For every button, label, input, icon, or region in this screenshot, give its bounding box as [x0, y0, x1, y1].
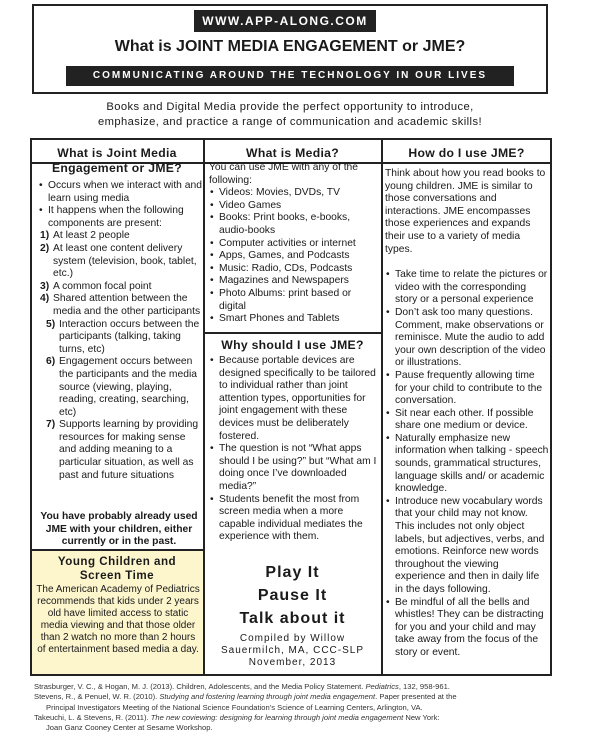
ref-text: Strasburger, V. C., & Hogan, M. J. (2013). Children, Adolescents, and the Media Policy Statement.: [34, 682, 366, 691]
intro-line-2: emphasize, and practice a range of communication and academic skills!: [98, 116, 482, 128]
ref-text: . Paper presented at the: [375, 692, 457, 702]
col2-body: [209, 162, 379, 326]
component-item: [40, 230, 202, 243]
component-item: [40, 281, 202, 294]
ref-italic: Studying and fostering learning through joint media engagement: [159, 692, 376, 702]
compiled-line-3: November, 2013: [248, 657, 337, 668]
how-item: • Pause frequently allowing time for your child to contribute to the conversation.: [395, 370, 549, 408]
col3-heading: How do I use JME?: [408, 146, 525, 160]
component-item: [40, 243, 202, 281]
col1-heading: [34, 146, 200, 176]
item-text: Supports learning by providing resources for making sense and adding meaning to a particular situation, as well as past and future situations: [59, 419, 199, 481]
component-item: [46, 356, 202, 419]
item-number: 1): [40, 230, 50, 242]
col2-lead: You can use JME with any of the following:: [209, 162, 359, 186]
why-item: • Because portable devices are designed specifically to be tailored to individual rather than joint attention types, opportunities for joint engagement with these devices must be deliberately fostered.: [219, 355, 380, 443]
how-list: [385, 269, 549, 659]
component-item: [46, 319, 202, 357]
reference-3: [34, 713, 554, 723]
item-text: A common focal point: [53, 280, 152, 292]
website-url: WWW.APP-ALONG.COM: [194, 10, 376, 32]
component-item: [46, 419, 202, 482]
media-item: • Videos: Movies, DVDs, TV: [219, 187, 379, 200]
component-item: [40, 293, 202, 318]
subtitle-banner: COMMUNICATING AROUND THE TECHNOLOGY IN OUR LIVES: [66, 66, 514, 86]
ref-text: Takeuchi, L. & Stevens, R. (2011).: [34, 712, 151, 722]
item-number: 7): [46, 419, 56, 431]
jme-components-list: [40, 230, 202, 482]
col2-heading: What is Media?: [246, 146, 339, 160]
young-children-heading: [34, 555, 200, 583]
reference-2-cont: Principal Investigators Meeting of the National Science Foundation’s Science of Learning Centers, Arlington, VA.: [46, 702, 423, 712]
media-item: • Books: Print books, e-books, audio-books: [219, 212, 379, 237]
page-title: What is JOINT MEDIA ENGAGEMENT or JME?: [114, 38, 466, 55]
intro-text: [40, 100, 540, 130]
media-item: • Video Games: [219, 200, 379, 213]
item-number: 5): [46, 318, 56, 330]
intro-line-1: Books and Digital Media provide the perfect opportunity to introduce,: [106, 101, 474, 113]
ref-text: , 132, 958-961.: [398, 682, 450, 691]
young-heading-line-1: Young Children and: [57, 555, 177, 568]
item-text: Engagement occurs between the participants and the media source (viewing, playing, reading, creating, searching, etc): [59, 356, 197, 418]
ref-text: Stevens, R., & Penuel, W. R. (2010).: [34, 692, 160, 702]
col1-bullet: • Occurs when we interact with and learn using media: [48, 180, 202, 205]
media-item: • Music: Radio, CDs, Podcasts: [219, 263, 379, 276]
talk-line: Talk about it: [239, 610, 346, 627]
reference-3-cont: Joan Ganz Cooney Center at Sesame Workshop.: [46, 723, 213, 733]
col1-bullets: [38, 180, 202, 230]
how-item: • Introduce new vocabulary words that your child may not know. This includes not only object labels, but adjectives, verbs, and emotions. Reinforce new words throughout the viewing experience and then in daily life in the days following.: [395, 496, 549, 597]
how-item: • Don’t ask too many questions. Comment, make observations or reminisce. Mute the audio to add your own description of the video or illustrations.: [395, 307, 549, 370]
item-number: 2): [40, 242, 50, 254]
col1-heading-line-2: Engagement or JME?: [51, 161, 182, 175]
col3-body: [385, 168, 549, 660]
pause-line: Pause It: [257, 587, 328, 604]
item-text: At least one content delivery system (television, book, tablet, etc.): [53, 242, 197, 280]
already-used-note: You have probably already used JME with your children, either currently or in the past.: [40, 511, 198, 548]
reference-2: [34, 692, 554, 702]
why-item: • The question is not “What apps should I be using?” but “What am I doing once I’ve downloaded media?”: [219, 443, 380, 493]
item-number: 3): [40, 280, 50, 292]
item-number: 6): [46, 356, 56, 368]
item-text: Interaction occurs between the participants (talking, taking turns, etc): [59, 318, 200, 355]
item-text: At least 2 people: [53, 230, 130, 242]
col3-intro: Think about how you read books to young children. JME is similar to those conversations and interactions. JME encompasses those experiences and expands their use to a variety of media types.: [385, 168, 546, 255]
references: [34, 682, 554, 733]
reference-1: [34, 682, 554, 692]
how-item: • Naturally emphasize new information when talking - speech sounds, grammatical structures, language skills and/ or academic knowledge.: [395, 433, 549, 496]
media-item: • Apps, Games, and Podcasts: [219, 250, 379, 263]
how-item: • Be mindful of all the bells and whistles! They can be distracting for you and your child and may take away from the focus of the story or event.: [395, 597, 549, 660]
young-heading-line-2: Screen Time: [79, 569, 155, 582]
why-heading: Why should I use JME?: [221, 338, 364, 352]
col1-bullet: • It happens when the following components are present:: [48, 205, 202, 230]
how-item: • Sit near each other. If possible share one medium or device.: [395, 408, 549, 433]
why-item: • Students benefit the most from screen media when a more capable individual mediates the experience with them.: [219, 494, 380, 544]
play-pause-talk: [205, 561, 380, 630]
media-item: • Computer activities or internet: [219, 238, 379, 251]
media-item: • Photo Albums: print based or digital: [219, 288, 379, 313]
ref-text: New York:: [403, 712, 440, 722]
why-body: [209, 355, 380, 544]
col1-body: [38, 180, 202, 482]
item-number: 4): [40, 293, 50, 305]
media-item: • Smart Phones and Tablets: [219, 313, 379, 326]
compiled-line-2: Sauermilch, MA, CCC-SLP: [220, 645, 365, 656]
why-divider: [203, 332, 381, 334]
compiled-by: [205, 633, 380, 669]
ref-italic: The new coviewing: designing for learning through joint media engagement: [150, 712, 404, 722]
compiled-line-1: Compiled by Willow: [239, 633, 346, 644]
col1-heading-line-1: What is Joint Media: [57, 146, 177, 160]
young-children-text: The American Academy of Pediatrics recommends that kids under 2 years old have limited access to static media viewing and that those older than 2 watch no more than 2 hours of entertainment based media a day.: [36, 584, 200, 655]
media-list: [209, 187, 379, 326]
column-divider-2: [381, 138, 383, 676]
why-list: [209, 355, 380, 544]
ref-italic: Pediatrics: [365, 682, 399, 691]
item-text: Shared attention between the media and the other participants: [53, 293, 201, 317]
play-line: Play It: [265, 564, 320, 581]
how-item: • Take time to relate the pictures or video with the corresponding story or a personal experience: [395, 269, 549, 307]
media-item: • Magazines and Newspapers: [219, 275, 379, 288]
